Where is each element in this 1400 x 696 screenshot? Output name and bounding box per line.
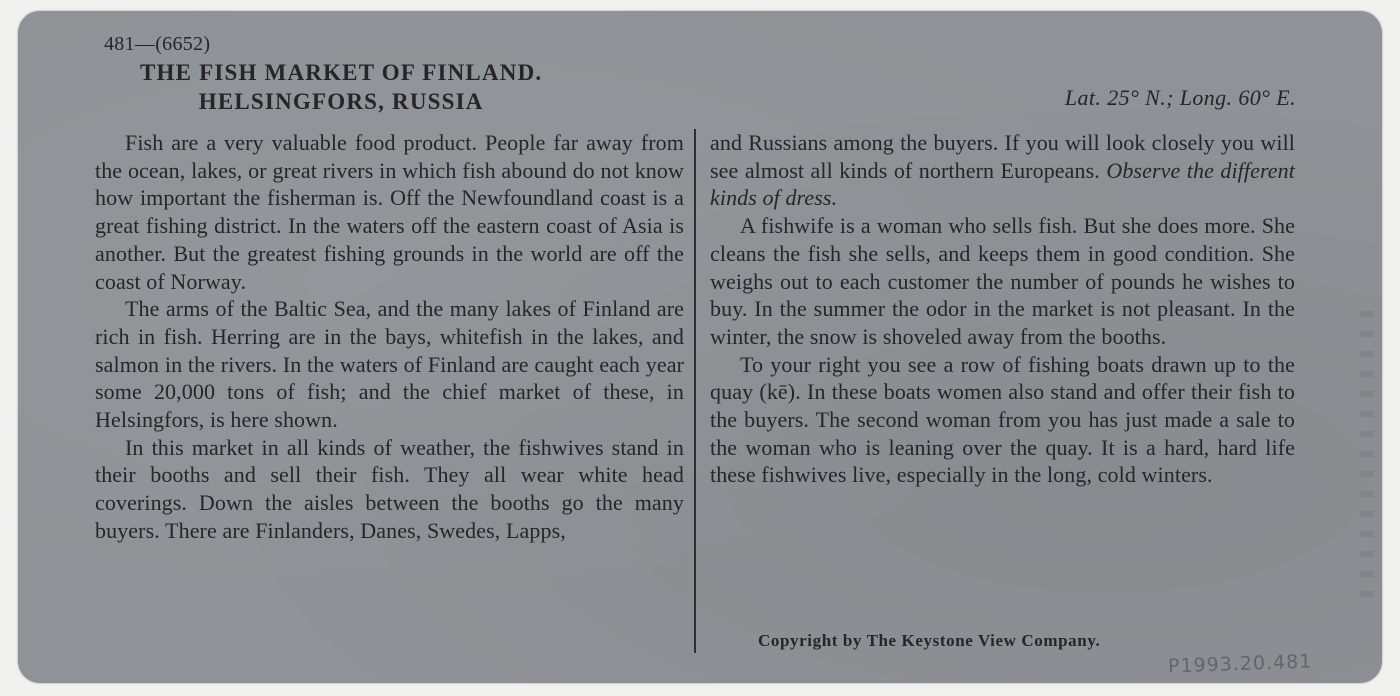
- right-paragraph-3: To your right you see a row of fishing boats drawn up to the quay (kē). In these boats women also stand and offer their fish to the buyers. The second woman from you has just made a sale to the woman who is leaning over the quay. It is a hard, hard life these fishwives live, especially in the long, cold winters.: [710, 351, 1295, 488]
- accession-number: P1993.20.481: [1167, 650, 1313, 678]
- right-text-column: [710, 129, 1295, 489]
- title-line-2: HELSINGFORS, RUSSIA: [198, 89, 484, 114]
- right-paragraph-1-text: and Russians among the buyers. If you will look closely you will see almost all kinds of northern Europeans.: [710, 130, 1295, 183]
- left-paragraph-1: Fish are a very valuable food product. People far away from the ocean, lakes, or great rivers in which fish abound do not know how important the fisherman is. Off the Newfoundland coast is a great fishing district. In the waters off the eastern coast of Asia is another. But the greatest fishing grounds in the world are off the coast of Norway.: [95, 130, 684, 294]
- stereograph-card-back: [18, 11, 1382, 683]
- copyright-notice: Copyright by The Keystone View Company.: [758, 631, 1101, 650]
- right-paragraph-1-italic: Observe the different kinds of dress.: [710, 157, 1295, 211]
- column-divider: [694, 129, 696, 653]
- left-paragraph-3: In this market in all kinds of weather, the fishwives stand in their booths and sell their fish. They all wear white head coverings. Down the aisles between the booths go the many buyers. There are Finlanders, Danes, Swedes, Lapps,: [95, 434, 684, 543]
- right-paragraph-2: A fishwife is a woman who sells fish. But she does more. She cleans the fish she sells, and keeps them in good condition. She weighs out to each customer the number of pounds he wishes to buy. In the summer the odor in the market is not pleasant. In the winter, the snow is shoveled away from the booths.: [710, 213, 1295, 349]
- latitude-longitude: Lat. 25° N.; Long. 60° E.: [1064, 85, 1296, 110]
- title-line-1: THE FISH MARKET OF FINLAND.: [140, 60, 543, 85]
- card-title: [140, 58, 542, 116]
- right-paragraph-1: [710, 129, 1295, 212]
- catalog-number: 481—(6652): [104, 33, 211, 55]
- bleed-through-marks-right: [1360, 311, 1374, 601]
- left-paragraph-2: The arms of the Baltic Sea, and the many lakes of Finland are rich in fish. Herring are in the bays, whitefish in the lakes, and salmon in the rivers. In the waters of Finland are caught each year some 20,000 tons of fish; and the chief market of these, in Helsingfors, is here shown.: [95, 296, 684, 433]
- left-text-column: [95, 129, 684, 545]
